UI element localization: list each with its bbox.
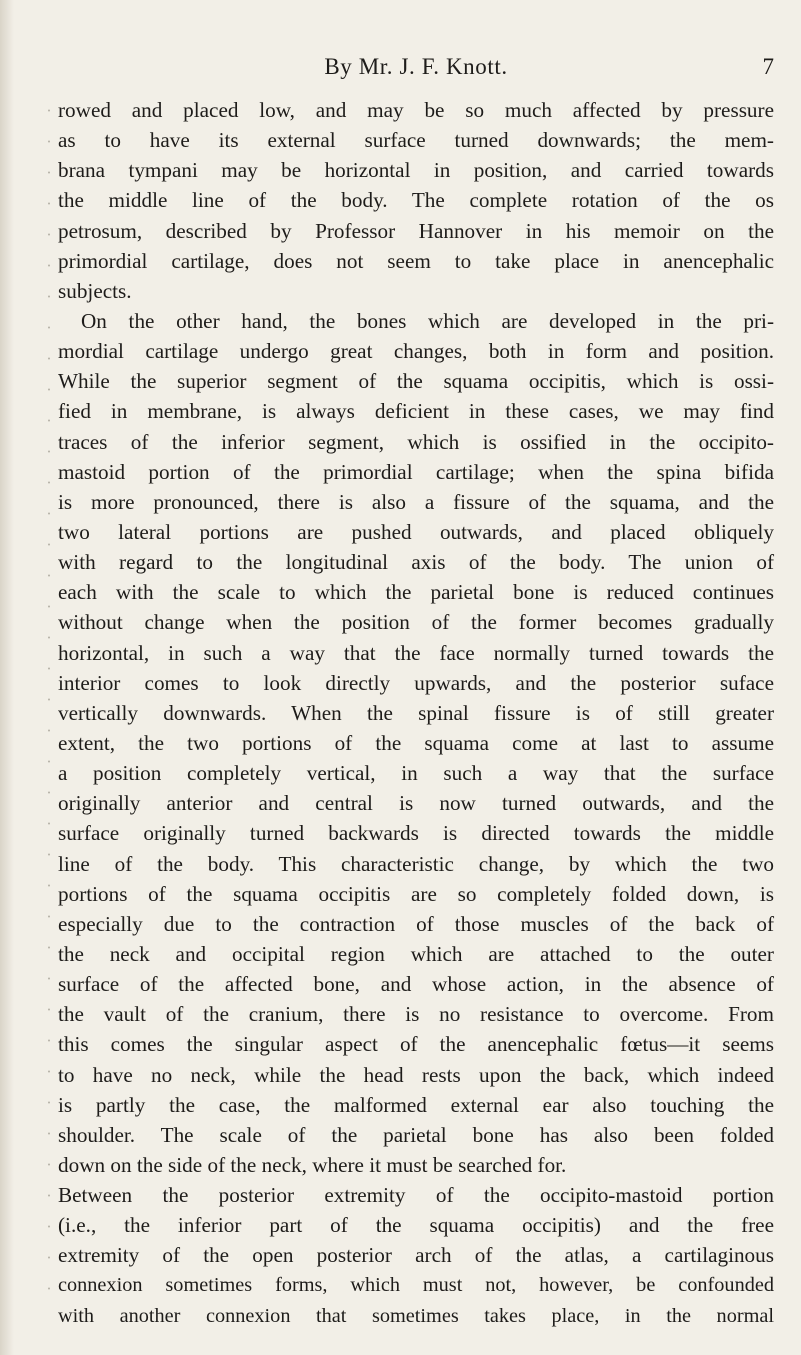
text-line: On the other hand, the bones which are developed in the pri- — [81, 308, 774, 333]
text-line: (i.e., the inferior part of the squama occipitis) and the free — [58, 1213, 774, 1238]
text-line: especially due to the contraction of those muscles of the back of — [58, 911, 774, 936]
text-line: the neck and occipital region which are attached to the outer — [58, 941, 774, 966]
text-line: is more pronounced, there is also a fissure of the squama, and the — [58, 489, 774, 514]
body-text — [58, 95, 774, 1331]
text-line: as to have its external surface turned downwards; the mem- — [58, 128, 774, 153]
page-number: 7 — [762, 54, 774, 79]
text-line: rowed and placed low, and may be so much affected by pressure — [58, 98, 774, 122]
text-line: this comes the singular aspect of the anencephalic fœtus—it seems — [58, 1032, 774, 1057]
text-line: originally anterior and central is now turned outwards, and the — [58, 791, 774, 816]
text-line: extremity of the open posterior arch of the atlas, a cartilaginous — [58, 1243, 774, 1268]
text-line: primordial cartilage, does not seem to take place in anencephalic — [58, 248, 774, 273]
text-line: vertically downwards. When the spinal fissure is of still greater — [58, 700, 774, 725]
text-line: without change when the position of the former becomes gradually — [58, 610, 774, 635]
text-line: Between the posterior extremity of the occipito-mastoid portion — [58, 1183, 774, 1208]
text-line: with another connexion that sometimes takes place, in the normal — [58, 1304, 774, 1327]
running-head: By Mr. J. F. Knott. — [324, 54, 508, 79]
text-line: subjects. — [58, 278, 132, 303]
margin-specks — [44, 95, 54, 1295]
text-line: surface originally turned backwards is directed towards the middle — [58, 821, 774, 846]
text-line: mastoid portion of the primordial cartilage; when the spina bifida — [58, 459, 774, 484]
text-line: is partly the case, the malformed external ear also touching the — [58, 1092, 774, 1117]
text-line: to have no neck, while the head rests upon the back, which indeed — [58, 1062, 774, 1087]
text-line: fied in membrane, is always deficient in these cases, we may find — [58, 399, 774, 424]
text-line: two lateral portions are pushed outwards, and placed obliquely — [58, 519, 774, 544]
page-header — [58, 54, 774, 84]
text-line: portions of the squama occipitis are so completely folded down, is — [58, 881, 774, 906]
spine-shadow — [0, 0, 14, 1355]
text-line: horizontal, in such a way that the face normally turned towards the — [58, 640, 774, 665]
text-line: surface of the affected bone, and whose action, in the absence of — [58, 972, 774, 997]
text-line: brana tympani may be horizontal in position, and carried towards — [58, 158, 774, 183]
text-line: the vault of the cranium, there is no resistance to overcome. From — [58, 1002, 774, 1027]
text-line: with regard to the longitudinal axis of the body. The union of — [58, 550, 774, 575]
text-line: traces of the inferior segment, which is ossified in the occipito- — [58, 429, 774, 454]
text-line: While the superior segment of the squama occipitis, which is ossi- — [58, 369, 774, 394]
text-line: each with the scale to which the parietal bone is reduced continues — [58, 580, 774, 605]
text-line: shoulder. The scale of the parietal bone has also been folded — [58, 1122, 774, 1147]
text-line: petrosum, described by Professor Hannover in his memoir on the — [58, 218, 774, 243]
text-line: line of the body. This characteristic change, by which the two — [58, 851, 774, 876]
text-line: mordial cartilage undergo great changes, both in form and position. — [58, 339, 774, 364]
text-line: extent, the two portions of the squama come at last to assume — [58, 730, 774, 755]
text-line: connexion sometimes forms, which must not, however, be confounded — [58, 1274, 774, 1297]
text-line: down on the side of the neck, where it must be searched for. — [58, 1152, 567, 1177]
text-line: interior comes to look directly upwards, and the posterior suface — [58, 670, 774, 695]
text-line: a position completely vertical, in such a way that the surface — [58, 761, 774, 786]
text-line: the middle line of the body. The complete rotation of the os — [58, 188, 774, 213]
